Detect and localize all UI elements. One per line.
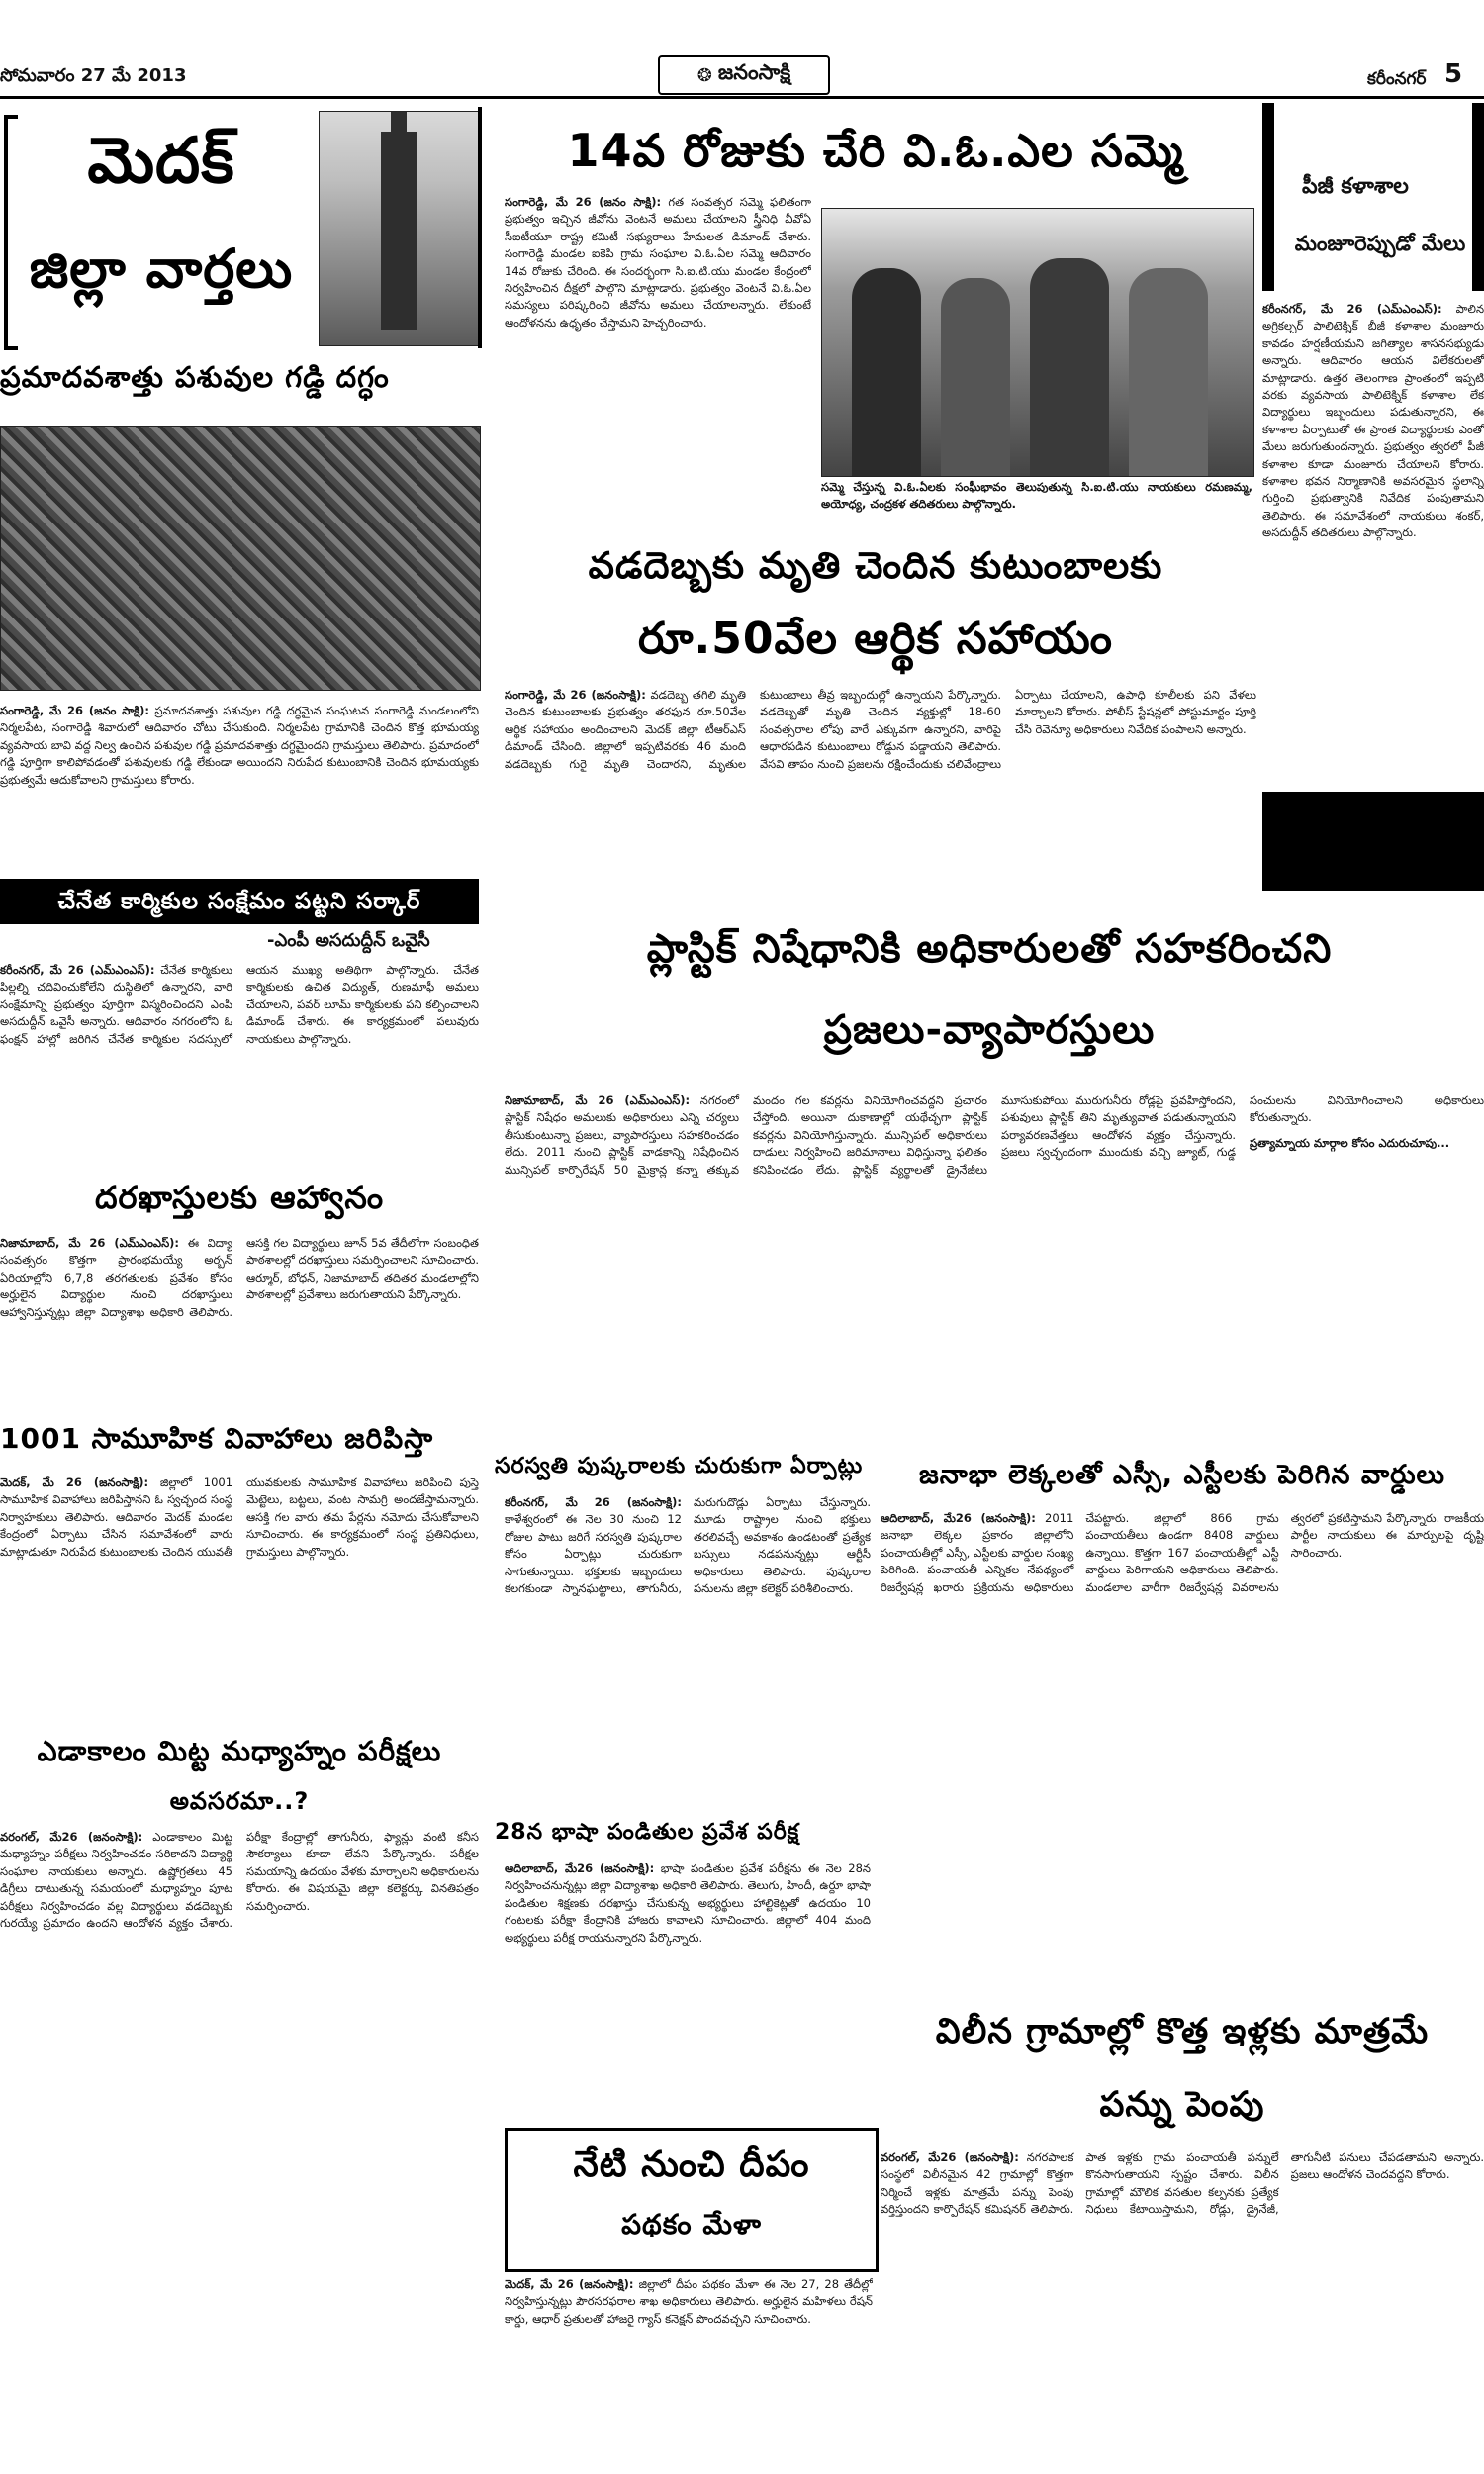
plastic-headline-line2: ప్రజలు-వ్యాపారస్తులు	[823, 1007, 1156, 1053]
medak-title-line2: జిల్లా వార్తలు	[29, 238, 294, 300]
pg-college-article: కరీంనగర్, మే 26 (ఎమ్ఎంఎస్): పాలిన అగ్రికల్చర్ పాలిటెక్నిక్ బీజీ కళాశాల మంజూరు కావడం హర్షణీయమని జగిత్యాల శాసనసభ్యుడు అన్నారు. ఆదివారం ఆయన విలేకరులతో మాట్లాడారు. ఉత్తర తెలంగాణ ప్రాంతంలో ఇప్పటి వరకు వ్యవసాయ పాలిటెక్నిక్ కళాశాల లేక విద్యార్థులు ఇబ్బందులు పడుతున్నారని, ఈ కళాశాల ఏర్పాటుతో ఈ ప్రాంత విద్యార్థులకు ఎంతో మేలు జరుగుతుందన్నారు. ప్రభుత్వం త్వరలో పీజీ కళాశాల కూడా మంజూరు చేయాలని కోరారు. కళాశాల భవన నిర్మాణానికి అవసరమైన స్థలాన్ని గుర్తించి ప్రభుత్వానికి నివేదిక పంపుతామని తెలిపారు. ఈ సమావేశంలో నాయకులు శంకర్, అసదుద్దీన్ తదితరులు పాల్గొన్నారు.	[1262, 302, 1484, 540]
vo-strike-caption: సమ్మె చేస్తున్న వి.ఓ.ఏలకు సంఘీభావం తెలుపుతున్న సి.ఐ.టి.యు నాయకులు రమణమ్మ, అయోధ్య, చంద్రకళ తదితరులు పాల్గొన్నారు.	[821, 480, 1252, 512]
sunstroke-headline-line2: రూ.50వేల ఆర్థిక సహాయం	[638, 614, 1113, 664]
deepam-sub: పథకం మేళా	[621, 2208, 762, 2240]
sunstroke-article: సంగారెడ్డి, మే 26 (జనంసాక్షి): వడదెబ్బ తగిలి మృతి చెందిన కుటుంబాలకు ప్రభుత్వం తరఫున రూ.50వేల ఆర్థిక సహాయం అందించాలని మెదక్ జిల్లా టీఆర్ఎస్ డిమాండ్ చేసింది. జిల్లాలో ఇప్పటివరకు 46 మంది వడదెబ్బకు గురై మృతి చెందారని, మృతుల కుటుంబాలు తీవ్ర ఇబ్బందుల్లో ఉన్నాయని పేర్కొన్నారు. వడదెబ్బతో మృతి చెందిన వ్యక్తుల్లో 18-60 సంవత్సరాల లోపు వారే ఎక్కువగా ఉన్నారని, వారిపై ఆధారపడిన కుటుంబాలు రోడ్డున పడ్డాయని తెలిపారు. వేసవి తాపం నుంచి ప్రజలను రక్షించేందుకు చలివేంద్రాలు ఏర్పాటు చేయాలని, ఉపాధి కూలీలకు పని వేళలు మార్చాలని కోరారు. పోలీస్ స్టేషన్లలో పోస్టుమార్టం పూర్తి చేసి రెవెన్యూ అధికారులు నివేదిక పంపాలని అన్నారు.	[505, 688, 1256, 771]
weavers-byline: -ఎంపీ అసదుద్దీన్ ఒవైసీ	[267, 930, 430, 951]
medak-article: సంగారెడ్డి, మే 26 (జనం సాక్షి): ప్రమాదవశాత్తు పశువుల గడ్డి దగ్ధమైన సంఘటన సంగారెడ్డి మండలంలోని నిర్మలపేట, సంగారెడ్డి శివారులో ఆదివారం చోటు చేసుకుంది. నిర్మలపేట గ్రామానికి చెందిన కొత్త భూమయ్య వ్యవసాయ బావి వద్ద నిల్వ ఉంచిన పశువుల గడ్డి ప్రమాదవశాత్తు దగ్ధమైందని గ్రామస్తులు తెలిపారు. ప్రమాదంలో గడ్డి పూర్తిగా కాలిపోవడంతో పశువులకు గడ్డి లేకుండా అయిందని నిరుపేద కుటుంబానికి చెందిన భూమయ్యకు ప్రభుత్వమే ఆదుకోవాలని గ్రామస్తులు కోరారు.	[0, 704, 479, 787]
vo-strike-article: సంగారెడ్డి, మే 26 (జనం సాక్షి): గత సంవత్సర సమ్మె ఫలితంగా ప్రభుత్వం ఇచ్చిన జీవోను వెంటనే అమలు చేయాలని స్త్రీనిధి వీవోఏ సీఐటీయూ రాష్ట్ర కమిటీ సభ్యురాలు హేమలత డిమాండ్ చేశారు. సంగారెడ్డి మండల ఐకెపి గ్రామ సంఘాల వి.ఓ.ఏల సమ్మె ఆదివారం 14వ రోజుకు చేరింది. ఈ సందర్భంగా సి.ఐ.టి.యు మండల కేంద్రంలో నిర్వహించిన దీక్షలో పాల్గొని మాట్లాడారు. ప్రభుత్వం వెంటనే వి.ఓ.ఏల సమస్యలు పరిష్కరించి జీవోను అమలు చేయాలన్నారు. లేకుంటే ఆందోళనను ఉధృతం చేస్తామని హెచ్చరించారు.	[505, 195, 811, 330]
pg-college-headline: మంజూరెప్పుడో మేలు	[1294, 232, 1466, 255]
bhasha-article: ఆదిలాబాద్, మే26 (జనంసాక్షి): భాషా పండితుల ప్రవేశ పరీక్షను ఈ నెల 28న నిర్వహించనున్నట్లు జిల్లా విద్యాశాఖ అధికారి తెలిపారు. తెలుగు, హిందీ, ఉర్దూ భాషా పండితుల శిక్షణకు దరఖాస్తు చేసుకున్న అభ్యర్థులు హాల్టికెట్లతో ఉదయం 10 గంటలకు పరీక్షా కేంద్రానికి హాజరు కావాలని సూచించారు. జిల్లాలో 404 మంది అభ్యర్థులు పరీక్ష రాయనున్నారని పేర్కొన్నారు.	[505, 1861, 871, 1945]
applications-headline: దరఖాస్తులకు ఆహ్వానం	[94, 1179, 385, 1216]
burnt-fodder-photo	[0, 426, 481, 691]
weavers-article: కరీంనగర్, మే 26 (ఎమ్ఎంఎస్): చేనేత కార్మికులు పిల్లల్ని చదివించుకోలేని దుస్థితిలో ఉన్నారని, వారి సంక్షేమాన్ని ప్రభుత్వం పూర్తిగా విస్మరించిందని ఎంపీ అసదుద్దీన్ ఒవైసీ అన్నారు. ఆదివారం నగరంలోని ఓ ఫంక్షన్ హాల్లో జరిగిన చేనేత కార్మికుల సదస్సులో ఆయన ముఖ్య అతిథిగా పాల్గొన్నారు. చేనేత కార్మికులకు ఉచిత విద్యుత్, రుణమాఫీ అమలు చేయాలని, పవర్ లూమ్ కార్మికులకు పని కల్పించాలని డిమాండ్ చేశారు. ఈ కార్యక్రమంలో పలువురు నాయకులు పాల్గొన్నారు.	[0, 963, 479, 1046]
saraswati-headline: సరస్వతి పుష్కరాలకు చురుకుగా ఏర్పాట్లు	[495, 1454, 864, 1478]
mass-wedding-article: మెదక్, మే 26 (జనంసాక్షి): జిల్లాలో 1001 సామూహిక వివాహాలు జరిపిస్తానని ఓ స్వచ్ఛంద సంస్థ నిర్వాహకులు తెలిపారు. ఆదివారం మెదక్ మండల కేంద్రంలో ఏర్పాటు చేసిన సమావేశంలో వారు మాట్లాడుతూ నిరుపేద కుటుంబాలకు చెందిన యువతీ యువకులకు సామూహిక వివాహాలు జరిపించి పుస్తె మెట్టెలు, బట్టలు, వంట సామగ్రి అందజేస్తామన్నారు. ఆసక్తి గల వారు తమ పేర్లను నమోదు చేసుకోవాలని సూచించారు. ఈ కార్యక్రమంలో సంస్థ ప్రతినిధులు, గ్రామస్తులు పాల్గొన్నారు.	[0, 1475, 479, 1559]
bhasha-headline: 28న భాషా పండితుల ప్రవేశ పరీక్ష	[495, 1820, 800, 1845]
applications-article: నిజామాబాద్, మే 26 (ఎమ్ఎంఎస్): ఈ విద్యా సంవత్సరం కొత్తగా ప్రారంభమయ్యే అర్బన్ ఏరియాల్లోని 6,7,8 తరగతులకు ప్రవేశం కోసం అర్హులైన విద్యార్థుల నుంచి దరఖాస్తులు ఆహ్వానిస్తున్నట్లు జిల్లా విద్యాశాఖ అధికారి తెలిపారు. ఆసక్తి గల విద్యార్థులు జూన్ 5వ తేదీలోగా సంబంధిత పాఠశాలల్లో దరఖాస్తులు సమర్పించాలని సూచించారు. ఆర్మూర్, బోధన్, నిజామాబాద్ తదితర మండలాల్లోని పాఠశాలల్లో ప్రవేశాలు జరుగుతాయని పేర్కొన్నారు.	[0, 1236, 479, 1319]
census-article: ఆదిలాబాద్, మే26 (జనంసాక్షి): 2011 జనాభా లెక్కల ప్రకారం జిల్లాలోని పంచాయతీల్లో ఎస్సీ, ఎస్టీలకు వార్డుల సంఖ్య పెరిగింది. పంచాయతీ ఎన్నికల నేపథ్యంలో రిజర్వేషన్ల ఖరారు ప్రక్రియను అధికారులు చేపట్టారు. జిల్లాలో 866 గ్రామ పంచాయతీలు ఉండగా 8408 వార్డులు ఉన్నాయి. కొత్తగా 167 పంచాయతీల్లో ఎస్టీ వార్డులు పెరిగాయని అధికారులు తెలిపారు. మండలాల వారీగా రిజర్వేషన్ల వివరాలను త్వరలో ప్రకటిస్తామని పేర్కొన్నారు. రాజకీయ పార్టీల నాయకులు ఈ మార్పులపై దృష్టి సారించారు.	[881, 1511, 1484, 1594]
plastic-headline-line1: ప్లాస్టిక్ నిషేధానికి అధికారులతో సహకరించని	[646, 926, 1333, 972]
plastic-subheading: ప్రత్యామ్నాయ మార్గాల కోసం ఎదురుచూపు...	[1250, 1135, 1450, 1150]
masthead-logo-icon: ❂	[696, 64, 712, 86]
medak-title-line1: మెదక్	[87, 125, 235, 198]
plastic-article: నిజామాబాద్, మే 26 (ఎమ్ఎంఎస్): నగరంలో ప్లాస్టిక్ నిషేధం అమలుకు అధికారులు ఎన్ని చర్యలు తీసుకుంటున్నా ప్రజలు, వ్యాపారస్తులు సహకరించడం లేదు. 2011 నుంచి ప్లాస్టిక్ వాడకాన్ని నిషేధించిన మున్సిపల్ కార్పొరేషన్ 50 మైక్రాన్ల కన్నా తక్కువ మందం గల కవర్లను వినియోగించవద్దని ప్రచారం చేస్తోంది. అయినా దుకాణాల్లో యథేచ్ఛగా ప్లాస్టిక్ కవర్లను వినియోగిస్తున్నారు. మున్సిపల్ అధికారులు దాడులు నిర్వహించి జరిమానాలు విధిస్తున్నా ఫలితం కనిపించడం లేదు. ప్లాస్టిక్ వ్యర్థాలతో డ్రైనేజీలు మూసుకుపోయి మురుగునీరు రోడ్లపై ప్రవహిస్తోందని, పశువులు ప్లాస్టిక్ తిని మృత్యువాత పడుతున్నాయని పర్యావరణవేత్తలు ఆందోళన వ్యక్తం చేస్తున్నారు. ప్రజలు స్వచ్ఛందంగా ముందుకు వచ్చి జ్యూట్, గుడ్డ సంచులను వినియోగించాలని అధికారులు కోరుతున్నారు. ప్రత్యామ్నాయ మార్గాల కోసం ఎదురుచూపు...	[505, 1094, 1484, 1177]
medak-subheadline: ప్రమాదవశాత్తు పశువుల గడ్డి దగ్ధం	[0, 360, 390, 394]
deepam-article: మెదక్, మే 26 (జనంసాక్షి): జిల్లాలో దీపం పథకం మేళా ఈ నెల 27, 28 తేదీల్లో నిర్వహిస్తున్నట్లు పౌరసరఫరాల శాఖ అధికారులు తెలిపారు. అర్హులైన మహిళలు రేషన్ కార్డు, ఆధార్ ప్రతులతో హాజరై గ్యాస్ కనెక్షన్ పొందవచ్చని సూచించారు.	[505, 2277, 873, 2326]
saraswati-article: కరీంనగర్, మే 26 (జనంసాక్షి): కాళేశ్వరంలో ఈ నెల 30 నుంచి 12 రోజుల పాటు జరిగే సరస్వతి పుష్కరాల కోసం ఏర్పాట్లు చురుకుగా సాగుతున్నాయి. భక్తులకు ఇబ్బందులు కలగకుండా స్నానఘట్టాలు, తాగునీరు, మరుగుదొడ్లు ఏర్పాటు చేస్తున్నారు. మూడు రాష్ట్రాల నుంచి భక్తులు తరలివచ్చే అవకాశం ఉండటంతో ప్రత్యేక బస్సులు నడపనున్నట్లు ఆర్టీసీ అధికారులు తెలిపారు. పుష్కరాల పనులను జిల్లా కలెక్టర్ పరిశీలించారు.	[505, 1495, 871, 1596]
header-rule	[0, 96, 1484, 99]
summer-exams-article: వరంగల్, మే26 (జనంసాక్షి): ఎండాకాలం మిట్ట మధ్యాహ్నం పరీక్షలు నిర్వహించడం సరికాదని విద్యార్థి సంఘాల నాయకులు అన్నారు. ఉష్ణోగ్రతలు 45 డిగ్రీలు దాటుతున్న సమయంలో మధ్యాహ్నం పూట పరీక్షలు నిర్వహించడం వల్ల విద్యార్థులు వడదెబ్బకు గురయ్యే ప్రమాదం ఉందని ఆందోళన వ్యక్తం చేశారు. పరీక్షా కేంద్రాల్లో తాగునీరు, ఫ్యాన్లు వంటి కనీస సౌకర్యాలు కూడా లేవని పేర్కొన్నారు. పరీక్షల సమయాన్ని ఉదయం వేళకు మార్చాలని అధికారులను కోరారు. ఈ విషయమై జిల్లా కలెక్టర్కు వినతిపత్రం సమర్పించారు.	[0, 1830, 479, 1931]
masthead: ❂ జనంసాక్షి	[658, 55, 830, 95]
vo-strike-photo	[821, 208, 1254, 477]
header-date: సోమవారం 27 మే 2013	[0, 65, 187, 86]
pg-college-box	[1262, 103, 1484, 301]
mass-wedding-headline: 1001 సామూహిక వివాహాలు జరిపిస్తా	[0, 1422, 434, 1455]
merged-villages-article: వరంగల్, మే26 (జనంసాక్షి): నగరపాలక సంస్థలో విలీనమైన 42 గ్రామాల్లో కొత్తగా నిర్మించే ఇళ్లకు మాత్రమే పన్ను పెంపు వర్తిస్తుందని కార్పొరేషన్ కమిషనర్ తెలిపారు. పాత ఇళ్లకు గ్రామ పంచాయతీ పన్నులే కొనసాగుతాయని స్పష్టం చేశారు. విలీన గ్రామాల్లో మౌలిక వసతుల కల్పనకు ప్రత్యేక నిధులు కేటాయిస్తామని, రోడ్లు, డ్రైనేజీ, తాగునీటి పనులు చేపడతామని అన్నారు. ప్రజలు ఆందోళన చెందవద్దని కోరారు.	[881, 2150, 1484, 2217]
deepam-box	[505, 2128, 879, 2272]
census-headline: జనాభా లెక్కలతో ఎస్సీ, ఎస్టీలకు పెరిగిన వార్డులు	[918, 1460, 1446, 1490]
vo-strike-headline: 14వ రోజుకు చేరి వి.ఓ.ఎల సమ్మె	[567, 124, 1184, 177]
medak-section-title	[4, 111, 311, 350]
merged-villages-headline-line1: విలీన గ్రామాల్లో కొత్త ఇళ్లకు మాత్రమే	[935, 2012, 1430, 2051]
merged-villages-headline-line2: పన్ను పెంపు	[1099, 2085, 1265, 2125]
summer-exams-sub: అవసరమా..?	[169, 1787, 310, 1815]
sunstroke-headline-line1: వడదెబ్బకు మృతి చెందిన కుటుంబాలకు	[588, 544, 1163, 587]
weavers-headline-box: చేనేత కార్మికుల సంక్షేమం పట్టని సర్కార్	[0, 879, 479, 924]
pg-college-label: పీజీ కళాశాల	[1302, 174, 1409, 199]
page-number: 5	[1444, 59, 1463, 89]
header-place: కరీంనగర్	[1367, 69, 1427, 89]
deepam-headline: నేటి నుంచి దీపం	[573, 2144, 810, 2185]
page-header	[0, 0, 1484, 103]
summer-exams-headline: ఎడాకాలం మిట్ట మధ్యాహ్నం పరీక్షలు	[37, 1735, 442, 1767]
church-photo	[319, 111, 479, 346]
